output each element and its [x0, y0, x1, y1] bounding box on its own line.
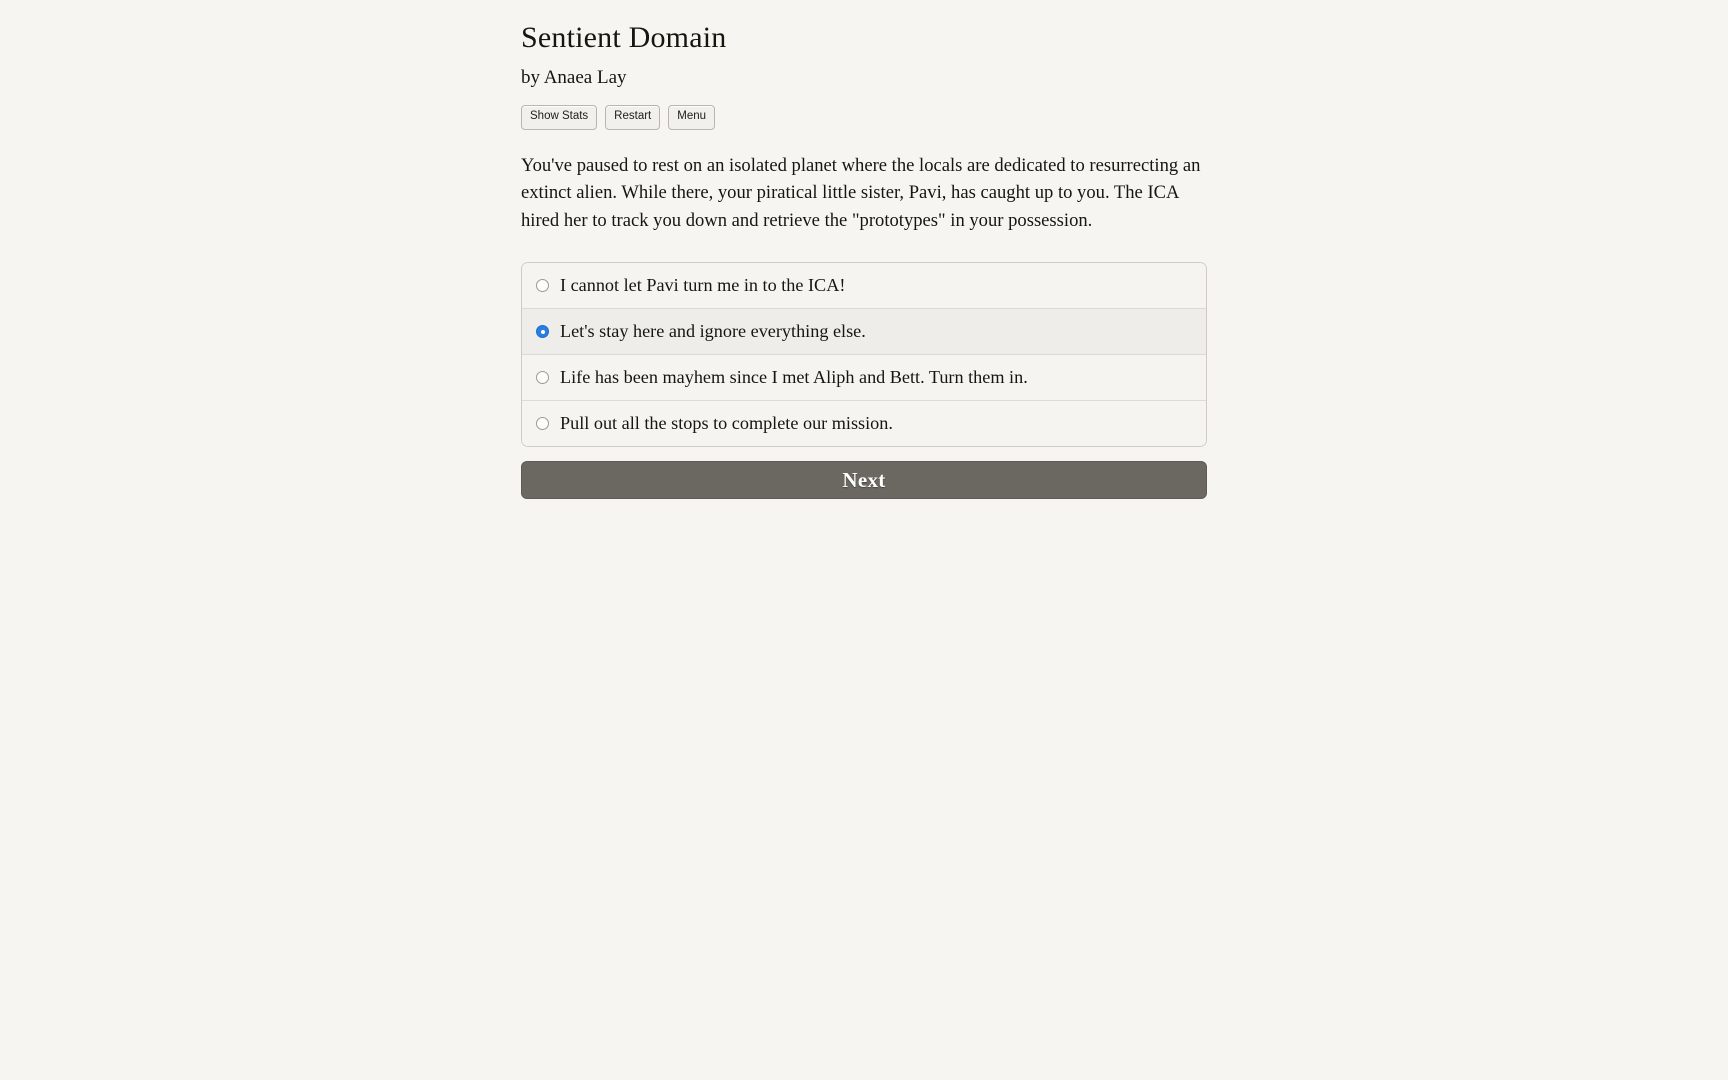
show-stats-button[interactable]: Show Stats	[521, 105, 597, 130]
page-title: Sentient Domain	[521, 21, 727, 54]
next-button[interactable]: Next	[521, 461, 1207, 499]
game-toolbar	[521, 105, 1207, 130]
choice-label: Life has been mayhem since I met Aliph and Bett. Turn them in.	[560, 367, 1028, 388]
author-byline: by Anaea Lay	[521, 67, 627, 88]
radio-icon[interactable]	[536, 371, 549, 384]
choice-label: Let's stay here and ignore everything else.	[560, 321, 866, 342]
choice-option[interactable]	[522, 355, 1206, 401]
choice-label: Pull out all the stops to complete our mission.	[560, 413, 893, 434]
choice-option[interactable]	[522, 309, 1206, 355]
radio-icon[interactable]	[536, 417, 549, 430]
restart-button[interactable]: Restart	[605, 105, 660, 130]
choice-option[interactable]	[522, 263, 1206, 309]
game-content	[521, 0, 1207, 499]
menu-button[interactable]: Menu	[668, 105, 715, 130]
radio-icon[interactable]	[536, 279, 549, 292]
radio-icon-selected[interactable]	[536, 325, 549, 338]
choice-label: I cannot let Pavi turn me in to the ICA!	[560, 275, 846, 296]
choice-list	[521, 262, 1207, 447]
choice-option[interactable]	[522, 401, 1206, 446]
story-text: You've paused to rest on an isolated planet where the locals are dedicated to resurrecting an extinct alien. While there, your piratical little sister, Pavi, has caught up to you. The ICA hired her to track you down and retrieve the "prototypes" in your possession.	[521, 154, 1201, 231]
